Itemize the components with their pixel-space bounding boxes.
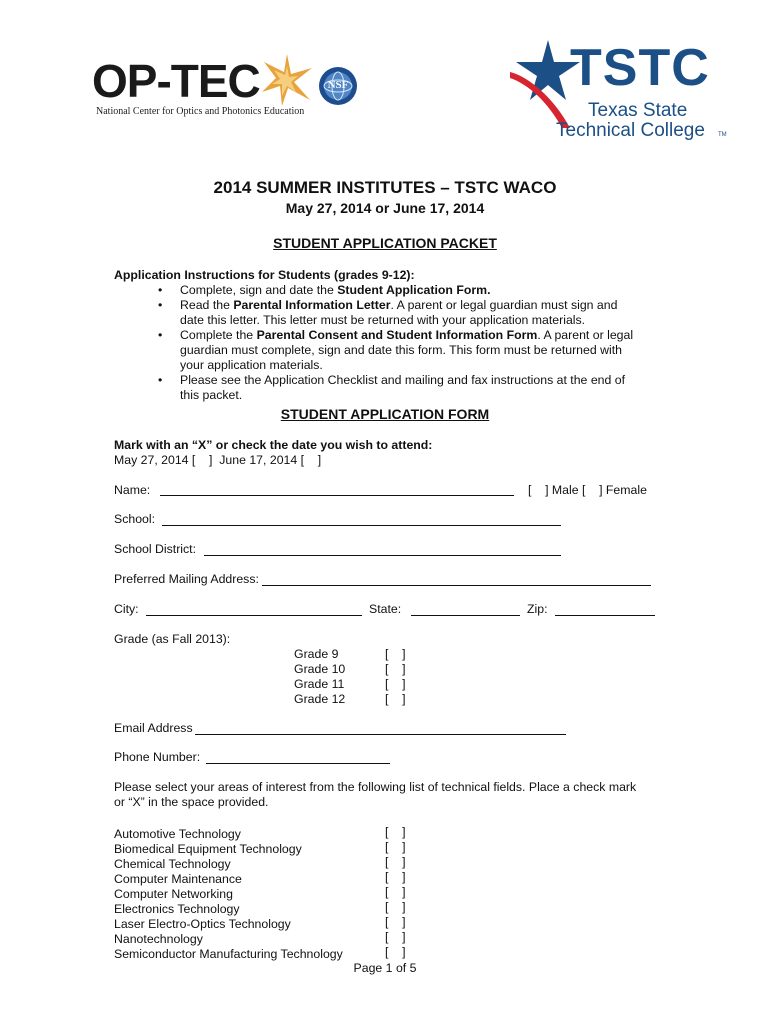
interest-item — [114, 840, 434, 855]
page-number: Page 1 of 5 — [353, 961, 417, 975]
address-label: Preferred Mailing Address: — [114, 572, 259, 586]
optec-subtitle: National Center for Optics and Photonics Education — [96, 106, 305, 117]
instruction-line: your application materials. — [180, 358, 323, 372]
interest-item — [114, 945, 434, 960]
district-label: School District: — [114, 542, 197, 556]
grade-checkbox[interactable]: [ ] — [385, 692, 406, 706]
optec-logo — [92, 55, 314, 122]
city-label: City: — [114, 602, 139, 616]
state-field[interactable] — [411, 615, 520, 616]
instructions-list — [114, 283, 674, 403]
address-field[interactable] — [262, 585, 651, 586]
page-title: 2014 SUMMER INSTITUTES – TSTC WACO — [213, 178, 557, 197]
interest-item — [114, 825, 434, 840]
instruction-line: guardian must complete, sign and date this form. This form must be returned with — [180, 343, 622, 357]
date-options[interactable]: May 27, 2014 [ ] June 17, 2014 [ ] — [114, 453, 322, 467]
interest-checkbox[interactable]: [ ] — [385, 840, 406, 854]
interest-label: Automotive Technology — [114, 827, 241, 841]
city-field[interactable] — [146, 615, 362, 616]
interest-label: Laser Electro-Optics Technology — [114, 917, 291, 931]
grade-checkbox[interactable]: [ ] — [385, 647, 406, 661]
interest-checkbox[interactable]: [ ] — [385, 900, 406, 914]
zip-field[interactable] — [555, 615, 655, 616]
interest-list — [114, 825, 434, 960]
interest-label: Electronics Technology — [114, 902, 240, 916]
institute-dates: May 27, 2014 or June 17, 2014 — [285, 200, 485, 216]
interest-prompt-line2: or “X” in the space provided. — [114, 795, 269, 809]
tstc-logo — [508, 38, 730, 142]
interest-item — [114, 885, 434, 900]
email-field[interactable] — [195, 734, 566, 735]
instructions-heading: Application Instructions for Students (grades 9-12): — [114, 268, 415, 282]
interest-prompt-line1: Please select your areas of interest from the following list of technical fields. Place a check mark — [114, 780, 637, 794]
instruction-line: Complete the Parental Consent and Student Information Form. A parent or legal — [180, 328, 634, 342]
interest-item — [114, 870, 434, 885]
instruction-item — [114, 373, 674, 403]
interest-checkbox[interactable]: [ ] — [385, 870, 406, 884]
interest-item — [114, 930, 434, 945]
school-label: School: — [114, 512, 156, 526]
packet-title: STUDENT APPLICATION PACKET — [273, 235, 497, 251]
instruction-line: Please see the Application Checklist and mailing and fax instructions at the end of — [180, 373, 626, 387]
tstc-wordmark: TSTC — [570, 39, 710, 97]
interest-item — [114, 915, 434, 930]
bullet-icon: • — [158, 373, 163, 387]
email-label: Email Address — [114, 721, 193, 735]
phone-label: Phone Number: — [114, 750, 201, 764]
instruction-line: Read the Parental Information Letter. A parent or legal guardian must sign and — [180, 298, 618, 312]
interest-label: Semiconductor Manufacturing Technology — [114, 947, 343, 961]
interest-label: Chemical Technology — [114, 857, 231, 871]
phone-field[interactable] — [206, 763, 390, 764]
interest-checkbox[interactable]: [ ] — [385, 945, 406, 959]
grade-checkbox[interactable]: [ ] — [385, 677, 406, 691]
gender-options[interactable]: [ ] Male [ ] Female — [528, 483, 647, 497]
instruction-line: this packet. — [180, 388, 243, 402]
grade-item-10: Grade 10 — [294, 662, 346, 676]
name-label: Name: — [114, 483, 151, 497]
date-prompt: Mark with an “X” or check the date you wish to attend: — [114, 438, 433, 452]
form-title: STUDENT APPLICATION FORM — [280, 406, 490, 422]
grade-item-9: Grade 9 — [294, 647, 339, 661]
instruction-item — [114, 328, 674, 373]
star-burst-icon — [260, 52, 314, 108]
grade-item-12: Grade 12 — [294, 692, 346, 706]
interest-label: Computer Maintenance — [114, 872, 242, 886]
interest-checkbox[interactable]: [ ] — [385, 930, 406, 944]
interest-checkbox[interactable]: [ ] — [385, 825, 406, 839]
district-field[interactable] — [204, 555, 561, 556]
school-field[interactable] — [162, 525, 561, 526]
tstc-line2: Technical College — [556, 120, 705, 141]
instruction-line: date this letter. This letter must be returned with your application materials. — [180, 313, 586, 327]
name-field[interactable] — [160, 495, 514, 496]
instruction-item — [114, 298, 674, 328]
grade-checkbox[interactable]: [ ] — [385, 662, 406, 676]
interest-checkbox[interactable]: [ ] — [385, 915, 406, 929]
nsf-logo — [318, 66, 358, 106]
instruction-line: Complete, sign and date the Student Application Form. — [180, 283, 491, 297]
interest-item — [114, 855, 434, 870]
interest-item — [114, 900, 434, 915]
state-label: State: — [369, 602, 402, 616]
interest-checkbox[interactable]: [ ] — [385, 855, 406, 869]
bullet-icon: • — [158, 283, 163, 297]
bullet-icon: • — [158, 298, 163, 312]
interest-label: Computer Networking — [114, 887, 233, 901]
tm-mark: TM — [718, 132, 727, 138]
nsf-text: NSF — [327, 79, 349, 91]
interest-label: Biomedical Equipment Technology — [114, 842, 302, 856]
grade-item-11: Grade 11 — [294, 677, 345, 691]
bullet-icon: • — [158, 328, 163, 342]
tstc-line1: Texas State — [588, 100, 688, 121]
interest-label: Nanotechnology — [114, 932, 203, 946]
interest-checkbox[interactable]: [ ] — [385, 885, 406, 899]
grade-label: Grade (as Fall 2013): — [114, 632, 231, 646]
instruction-item — [114, 283, 674, 298]
zip-label: Zip: — [527, 602, 548, 616]
optec-wordmark: OP-TEC — [92, 55, 260, 107]
